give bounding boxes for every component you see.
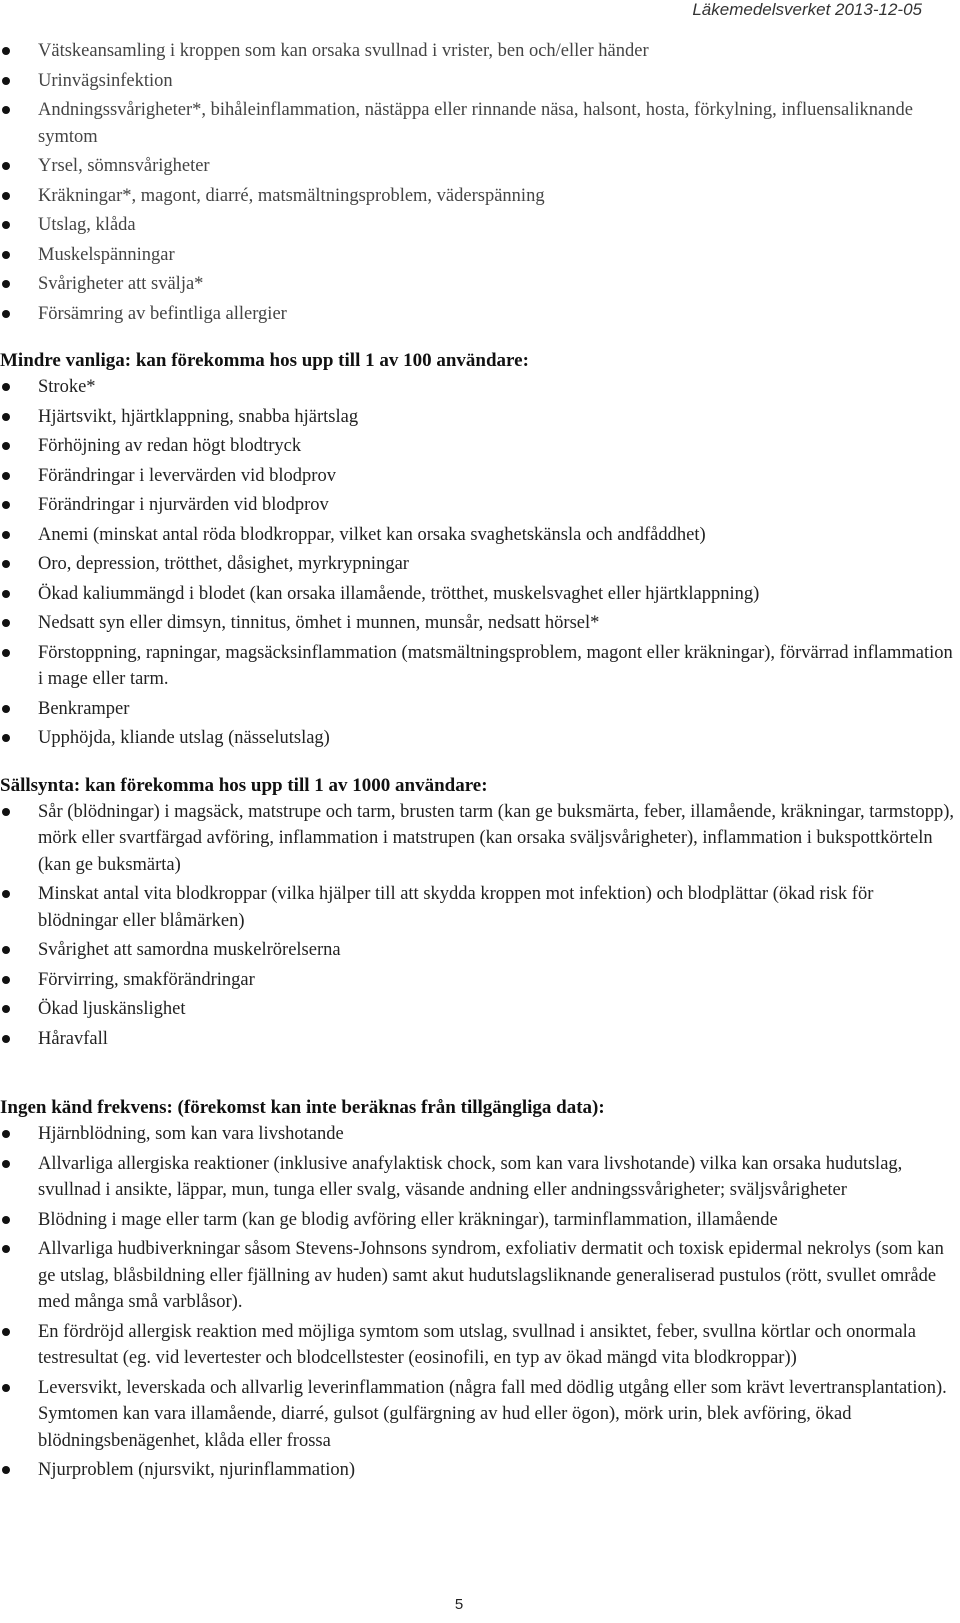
list-item: Upphöjda, kliande utslag (nässelutslag) (0, 725, 958, 752)
list-item: Ökad kaliummängd i blodet (kan orsaka illamående, trötthet, muskelsvaghet eller hjärtklappning) (0, 581, 958, 608)
list-item: Andningssvårigheter*, bihåleinflammation, nästäppa eller rinnande näsa, halsont, hosta, förkylning, influensaliknande symtom (0, 97, 958, 150)
document-header-date: Läkemedelsverket 2013-12-05 (692, 0, 922, 19)
uncommon-side-effects-list (0, 374, 958, 752)
list-item: Anemi (minskat antal röda blodkroppar, vilket kan orsaka svaghetskänsla och andfåddhet) (0, 522, 958, 549)
page-number: 5 (454, 1596, 464, 1613)
list-item: Yrsel, sömnsvårigheter (0, 153, 958, 180)
list-item: Svårighet att samordna muskelrörelserna (0, 937, 958, 964)
list-item: Håravfall (0, 1026, 958, 1053)
list-item: Allvarliga allergiska reaktioner (inklusive anafylaktisk chock, som kan vara livshotande) vilka kan orsaka hudutslag, svullnad i ansikte, läppar, mun, tunga eller svalg, väsande andning eller andningssvårigheter; sväljsvårigheter (0, 1151, 958, 1204)
list-item: Ökad ljuskänslighet (0, 996, 958, 1023)
list-item: Leversvikt, leverskada och allvarlig leverinflammation (några fall med dödlig utgång eller som krävt levertransplantation). Symtomen kan vara illamående, diarré, gulsot (gulfärgning av hud eller ögon), mörk urin, blek avföring, ökad blödningsbenägenhet, klåda eller frossa (0, 1375, 958, 1455)
list-item: Njurproblem (njursvikt, njurinflammation) (0, 1457, 958, 1484)
list-item: Muskelspänningar (0, 242, 958, 269)
list-item: Kräkningar*, magont, diarré, matsmältningsproblem, väderspänning (0, 183, 958, 210)
list-item: Svårigheter att svälja* (0, 271, 958, 298)
list-item: Vätskeansamling i kroppen som kan orsaka svullnad i vrister, ben och/eller händer (0, 38, 958, 65)
list-item: Blödning i mage eller tarm (kan ge blodig avföring eller kräkningar), tarminflammation, illamående (0, 1207, 958, 1234)
list-item: Utslag, klåda (0, 212, 958, 239)
rare-side-effects-list (0, 799, 958, 1053)
unknown-frequency-side-effects-list (0, 1121, 958, 1484)
list-item: Sår (blödningar) i magsäck, matstrupe och tarm, brusten tarm (kan ge buksmärta, feber, illamående, kräkningar, tarmstopp), mörk eller svartfärgad avföring, inflammation i matstrupen (kan orsaka sväljsvårigheter), inflammation i bukspottkörteln (kan ge buksmärta) (0, 799, 958, 879)
uncommon-heading: Mindre vanliga: kan förekomma hos upp till 1 av 100 användare: (0, 350, 529, 371)
unknown-frequency-heading: Ingen känd frekvens: (förekomst kan inte beräknas från tillgängliga data): (0, 1097, 605, 1118)
list-item: Stroke* (0, 374, 958, 401)
list-item: Försämring av befintliga allergier (0, 301, 958, 328)
document-body (0, 38, 958, 1487)
list-item: Oro, depression, trötthet, dåsighet, myrkrypningar (0, 551, 958, 578)
list-item: Urinvägsinfektion (0, 68, 958, 95)
common-side-effects-list (0, 38, 958, 327)
list-item: Förhöjning av redan högt blodtryck (0, 433, 958, 460)
list-item: Benkramper (0, 696, 958, 723)
list-item: Förstoppning, rapningar, magsäcksinflammation (matsmältningsproblem, magont eller kräkningar), förvärrad inflammation i mage eller tarm. (0, 640, 958, 693)
rare-heading: Sällsynta: kan förekomma hos upp till 1 av 1000 användare: (0, 774, 488, 796)
list-item: Nedsatt syn eller dimsyn, tinnitus, ömhet i munnen, munsår, nedsatt hörsel* (0, 610, 958, 637)
list-item: Hjärtsvikt, hjärtklappning, snabba hjärtslag (0, 404, 958, 431)
list-item: Allvarliga hudbiverkningar såsom Stevens-Johnsons syndrom, exfoliativ dermatit och toxisk epidermal nekrolys (som kan ge utslag, blåsbildning eller fjällning av huden) samt akut hudutslagsliknande generaliserad pustulos (rött, svullet område med många små varblåsor). (0, 1236, 958, 1316)
list-item: En fördröjd allergisk reaktion med möjliga symtom som utslag, svullnad i ansiktet, feber, svullna körtlar och onormala testresultat (eg. vid levertester och blodcellstester (eosinofili, en typ av ökad mängd vita blodkroppar)) (0, 1319, 958, 1372)
list-item: Minskat antal vita blodkroppar (vilka hjälper till att skydda kroppen mot infektion) och blodplättar (ökad risk för blödningar eller blåmärken) (0, 881, 958, 934)
list-item: Förvirring, smakförändringar (0, 967, 958, 994)
list-item: Förändringar i levervärden vid blodprov (0, 463, 958, 490)
list-item: Hjärnblödning, som kan vara livshotande (0, 1121, 958, 1148)
list-item: Förändringar i njurvärden vid blodprov (0, 492, 958, 519)
